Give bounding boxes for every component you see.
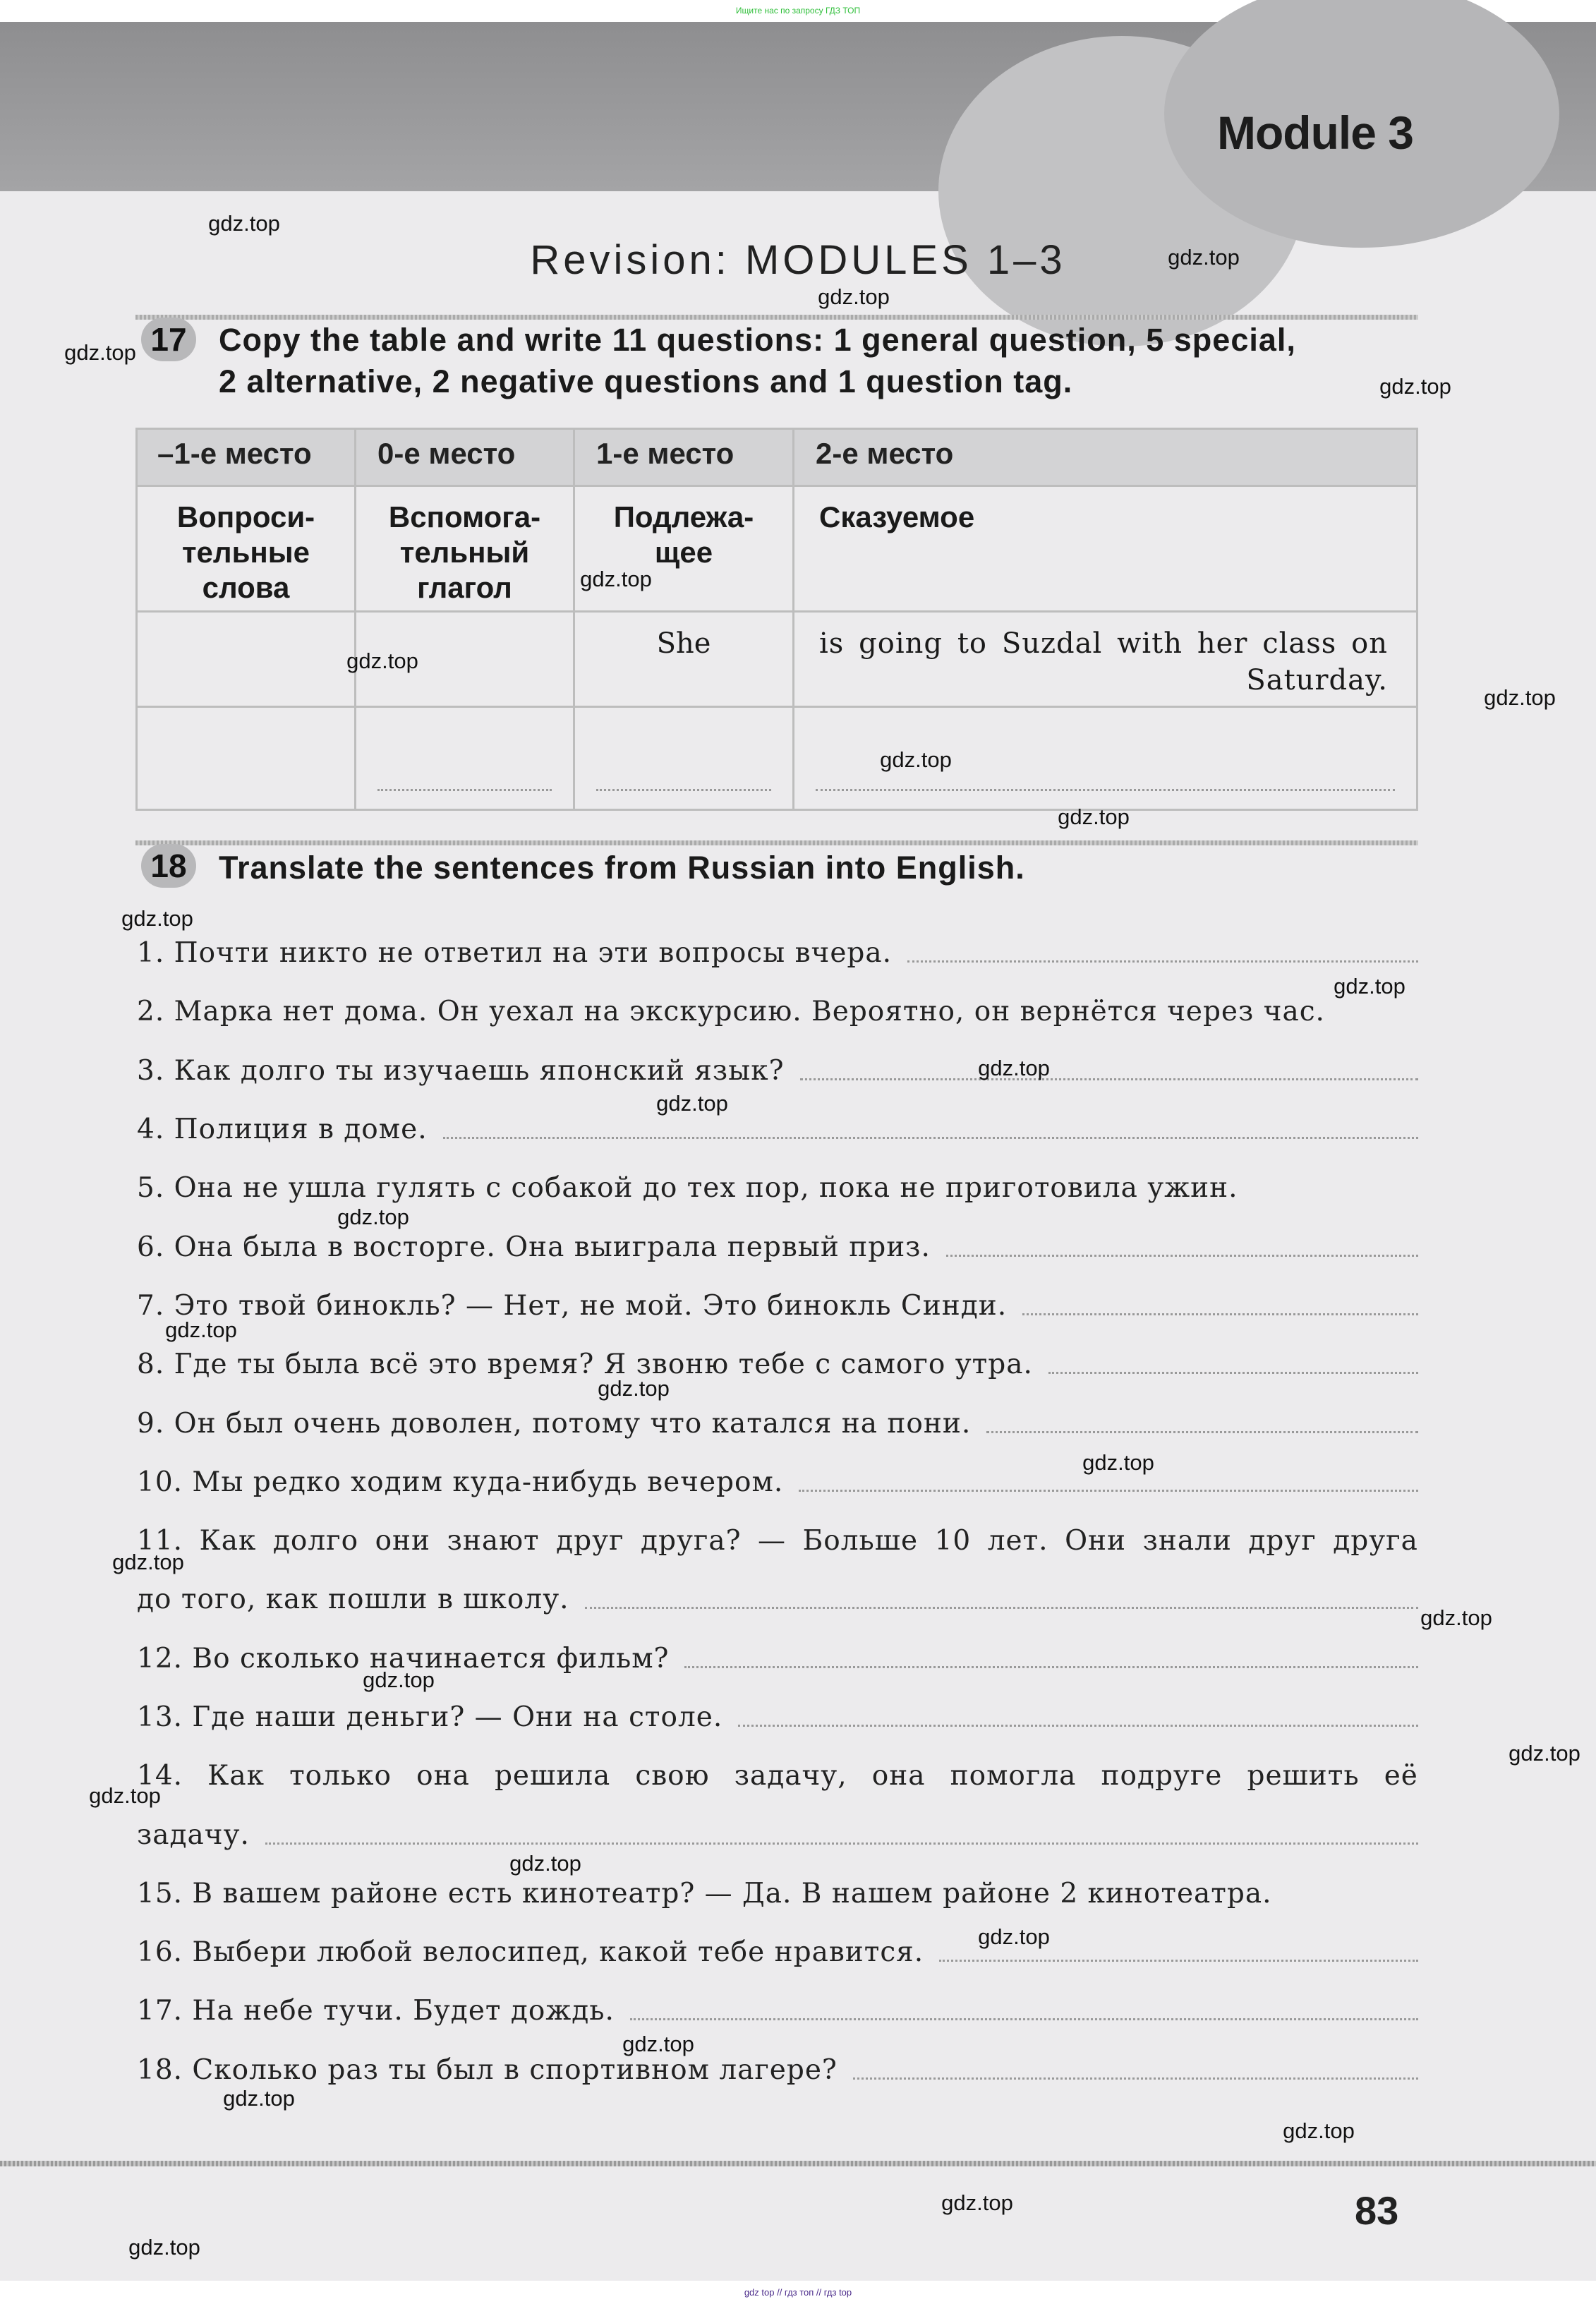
word: друга	[1333, 1525, 1418, 1557]
sentence-item	[137, 1394, 1418, 1452]
word: её	[1384, 1760, 1418, 1792]
watermark: gdz.top	[1420, 1605, 1492, 1630]
sentence-text: 15. В вашем районе есть кинотеатр? — Да. В нашем районе 2 кинотеатра.	[137, 1877, 1272, 1910]
answer-line[interactable]	[939, 1960, 1418, 1962]
task-17-instructions	[219, 319, 1296, 402]
column-header: 0-е место	[356, 429, 574, 486]
answer-line[interactable]	[800, 1078, 1419, 1080]
sentence-text: 8. Где ты была всё это время? Я звоню тебе с самого утра.	[137, 1349, 1033, 1381]
sentence-text: 13. Где наши деньги? — Они на столе.	[137, 1701, 723, 1733]
watermark: gdz.top	[880, 747, 952, 772]
sentence-item	[137, 1864, 1418, 1923]
sentence-item	[137, 1629, 1418, 1688]
sentence-text: 17. На небе тучи. Будет дождь.	[137, 1995, 615, 2027]
watermark: gdz.top	[337, 1205, 409, 1229]
sentence-text: 10. Мы редко ходим куда-нибудь вечером.	[137, 1466, 784, 1498]
sentence-text: 2. Марка нет дома. Он уехал на экскурсию. Вероятно, он вернётся через час.	[137, 996, 1325, 1028]
watermark: gdz.top	[941, 2190, 1013, 2215]
answer-line[interactable]	[946, 1255, 1418, 1257]
sentence-text: 4. Полиция в доме.	[137, 1114, 428, 1146]
watermark: gdz.top	[818, 284, 890, 309]
word: только	[289, 1760, 392, 1792]
sentence-text: 16. Выбери любой велосипед, какой тебе нравится.	[137, 1936, 924, 1969]
word: Как	[199, 1525, 257, 1557]
watermark: gdz.top	[1509, 1741, 1580, 1766]
word: долго	[272, 1525, 359, 1557]
word: Они	[1065, 1525, 1127, 1557]
watermark: gdz.top	[1334, 974, 1405, 999]
module-label: Module 3	[1217, 107, 1414, 159]
watermark: gdz.top	[165, 1317, 237, 1342]
bottom-banner: gdz top // гдз топ // гдз top	[0, 2281, 1596, 2304]
sentence-text: 1. Почти никто не ответил на эти вопросы вчера.	[137, 937, 893, 970]
answer-line[interactable]	[738, 1725, 1418, 1727]
sentence-item	[137, 1805, 1418, 1864]
table-cell: Вопроси- тельные слова	[137, 486, 356, 612]
sentence-item	[137, 1747, 1418, 1805]
word: лет.	[987, 1525, 1048, 1557]
sentence-item	[137, 1042, 1418, 1100]
sentence-text: 9. Он был очень доволен, потому что катался на пони.	[137, 1407, 972, 1440]
sentence-item	[137, 1335, 1418, 1394]
word: решить	[1247, 1760, 1360, 1792]
table-cell: is going to Suzdal with her class on Saturday.	[794, 612, 1417, 707]
sentence-item	[137, 1982, 1418, 2040]
sentence-text: до того, как пошли в школу.	[137, 1584, 569, 1616]
word: знают	[447, 1525, 540, 1557]
answer-line[interactable]	[799, 1490, 1418, 1492]
answer-line[interactable]	[684, 1666, 1418, 1668]
watermark: gdz.top	[1082, 1450, 1154, 1475]
watermark: gdz.top	[598, 1376, 670, 1401]
answer-blank[interactable]	[377, 789, 552, 791]
word: друга?	[641, 1525, 742, 1557]
table-cell: Подлежа- щее	[574, 486, 794, 612]
watermark: gdz.top	[1283, 2118, 1355, 2143]
sentence-text: 3. Как долго ты изучаешь японский язык?	[137, 1054, 785, 1087]
watermark: gdz.top	[509, 1851, 581, 1876]
answer-line[interactable]	[907, 960, 1418, 963]
word: —	[758, 1525, 787, 1557]
sentence-text: задачу.	[137, 1819, 250, 1851]
sentence-item	[137, 1453, 1418, 1512]
watermark: gdz.top	[64, 340, 136, 365]
task-text-line: Copy the table and write 11 questions: 1 general question, 5 special,	[219, 322, 1296, 358]
table-header-row	[137, 429, 1417, 486]
word: она	[871, 1760, 926, 1792]
sentence-text: 12. Во сколько начинается фильм?	[137, 1642, 670, 1675]
answer-line[interactable]	[630, 2018, 1418, 2020]
answer-blank[interactable]	[596, 789, 771, 791]
watermark: gdz.top	[1379, 374, 1451, 399]
word: знали	[1142, 1525, 1232, 1557]
watermark: gdz.top	[363, 1667, 435, 1692]
watermark: gdz.top	[1058, 804, 1130, 829]
answer-line[interactable]	[585, 1607, 1418, 1609]
column-header: –1-е место	[137, 429, 356, 486]
top-banner: Ищите нас по запросу ГДЗ ТОП	[0, 0, 1596, 22]
answer-line[interactable]	[1022, 1313, 1418, 1315]
word: 14.	[137, 1760, 183, 1792]
answer-line[interactable]	[265, 1842, 1418, 1845]
word: друг	[1248, 1525, 1317, 1557]
watermark: gdz.top	[208, 211, 280, 236]
sentence-item	[137, 1688, 1418, 1747]
sentence-item	[137, 1923, 1418, 1982]
sentence-item	[137, 1159, 1418, 1217]
sentence-item	[137, 1512, 1418, 1570]
watermark: gdz.top	[622, 2032, 694, 2056]
word: Больше	[802, 1525, 919, 1557]
sentence-text: 5. Она не ушла гулять с собакой до тех пор, пока не приготовила ужин.	[137, 1172, 1238, 1205]
table-row	[137, 707, 1417, 810]
watermark: gdz.top	[1168, 245, 1240, 270]
sentence-text: 18. Сколько раз ты был в спортивном лагере?	[137, 2053, 838, 2086]
sentence-item	[137, 1277, 1418, 1335]
table-cell: Сказуемое	[794, 486, 1417, 612]
table-cell[interactable]	[356, 707, 574, 810]
answer-line[interactable]	[1048, 1372, 1418, 1374]
table-cell: Вспомога- тельный глагол	[356, 486, 574, 612]
watermark: gdz.top	[128, 2235, 200, 2260]
word: друг	[556, 1525, 624, 1557]
word-order-table	[135, 428, 1418, 811]
word: подруге	[1101, 1760, 1223, 1792]
table-cell	[137, 707, 356, 810]
watermark: gdz.top	[978, 1056, 1050, 1080]
page-title: Revision: MODULES 1–3	[530, 237, 1066, 283]
task-number-badge: 18	[141, 844, 196, 888]
answer-line[interactable]	[986, 1431, 1418, 1433]
word: 10	[934, 1525, 972, 1557]
word: они	[375, 1525, 431, 1557]
watermark: gdz.top	[121, 906, 193, 931]
table-row	[137, 612, 1417, 707]
watermark: gdz.top	[1484, 685, 1556, 710]
word: она	[416, 1760, 470, 1792]
word: решила	[494, 1760, 611, 1792]
sentence-text: 6. Она была в восторге. Она выиграла первый приз.	[137, 1231, 931, 1263]
sentence-item	[137, 1100, 1418, 1159]
answer-line[interactable]	[443, 1137, 1418, 1139]
sentence-item	[137, 982, 1418, 1041]
answer-line[interactable]	[853, 2077, 1418, 2080]
column-header: 2-е место	[794, 429, 1417, 486]
sentence-text: 7. Это твой бинокль? — Нет, не мой. Это бинокль Синди.	[137, 1289, 1008, 1322]
sentence-item	[137, 1570, 1418, 1629]
watermark: gdz.top	[223, 2086, 295, 2111]
watermark: gdz.top	[978, 1924, 1050, 1949]
sentence-item	[137, 1217, 1418, 1276]
sentence-item	[137, 924, 1418, 982]
column-header: 1-е место	[574, 429, 794, 486]
word: свою	[635, 1760, 710, 1792]
word: Как	[207, 1760, 265, 1792]
word: 11.	[137, 1525, 183, 1557]
watermark: gdz.top	[112, 1550, 184, 1574]
table-cell[interactable]	[574, 707, 794, 810]
task-18-instructions: Translate the sentences from Russian into English.	[219, 850, 1025, 886]
watermark: gdz.top	[346, 649, 418, 673]
watermark: gdz.top	[89, 1783, 161, 1808]
divider	[0, 2161, 1596, 2166]
table-cell: She	[574, 612, 794, 707]
word: помогла	[950, 1760, 1077, 1792]
table-row	[137, 486, 1417, 612]
watermark: gdz.top	[656, 1091, 728, 1116]
answer-blank[interactable]	[816, 789, 1395, 791]
sentence-item	[137, 2041, 1418, 2099]
sentence-list	[137, 924, 1418, 2099]
divider	[135, 840, 1418, 845]
table-cell	[137, 612, 356, 707]
task-number-badge: 17	[141, 318, 196, 361]
task-text-line: 2 alternative, 2 negative questions and 1 question tag.	[219, 363, 1073, 399]
word: задачу,	[734, 1760, 847, 1792]
page-number: 83	[1355, 2188, 1399, 2233]
watermark: gdz.top	[580, 567, 652, 591]
